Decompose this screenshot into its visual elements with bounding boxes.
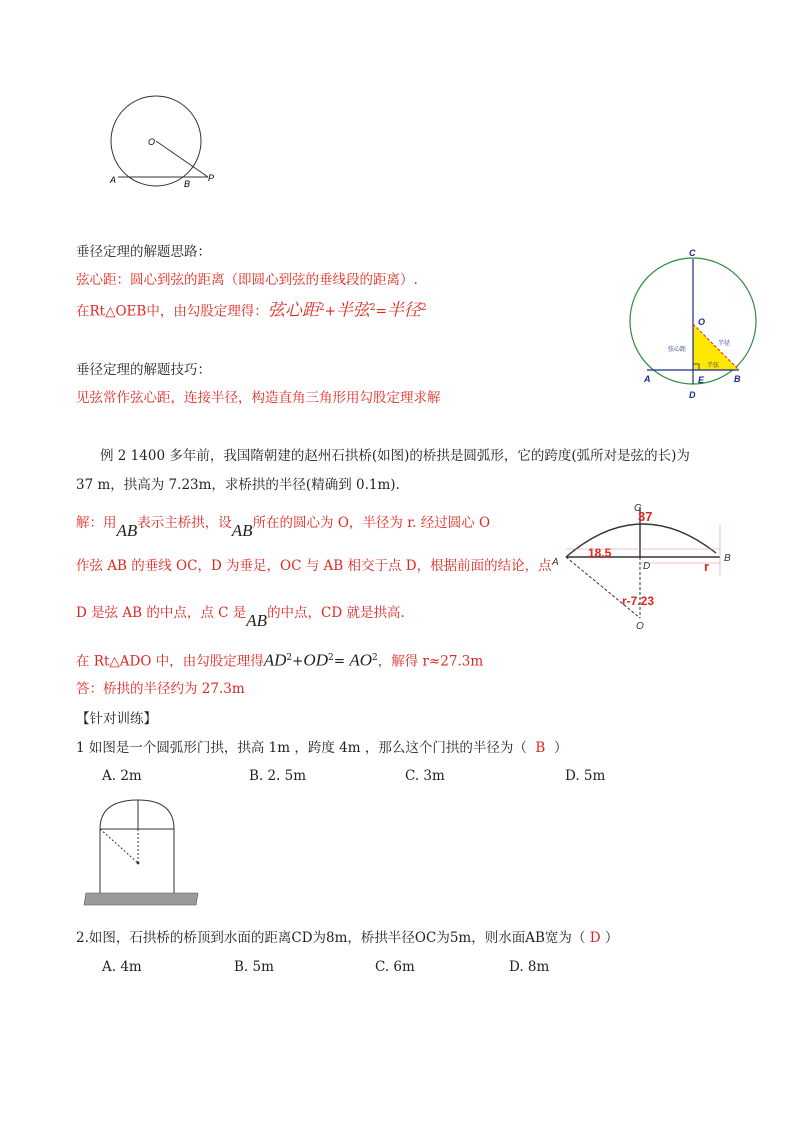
q1-option-a: A. 2m (102, 768, 142, 784)
solution-line1 (76, 513, 491, 540)
question-1 (76, 739, 567, 757)
question-2 (76, 929, 618, 947)
fig2-label-a: A (644, 374, 651, 384)
eq-ad: AD (263, 650, 287, 670)
q1-option-b: B. 2. 5m (249, 768, 307, 784)
practice-heading: 【针对训练】 (76, 711, 157, 727)
formula-plus: + (324, 303, 336, 320)
q2-option-a: A. 4m (102, 959, 142, 975)
question-1-text: 1 如图是一个圆弧形门拱，拱高 1m ，跨度 4m ，那么这个门拱的半径为（ (76, 740, 527, 756)
formula-half-chord: 半弦 (335, 300, 370, 320)
solution-line2: 作弦 AB 的垂线 OC，D 为垂足，OC 与 AB 相交于点 D，根据前面的结论，点 (76, 558, 552, 574)
fig2-label-d: D (689, 390, 696, 400)
solution-line1-a: 解：用 (76, 515, 117, 531)
fig3-half-label: 18.5 (588, 546, 612, 560)
eq-ao: AO (349, 650, 372, 670)
q2-option-c: C. 6m (375, 959, 415, 975)
thinking-line2-prefix: 在Rt△OEB中，由勾股定理得： (76, 303, 268, 320)
fig3-label-c: C (634, 503, 642, 514)
fig3-label-d: D (643, 561, 651, 572)
fig2-label-b: B (734, 374, 741, 384)
fig1-label-p: P (208, 173, 215, 183)
answer-line: 答：桥拱的半径约为 27.3m (76, 681, 245, 697)
example2-line1: 例 2 1400 多年前，我国隋朝建的赵州石拱桥(如图)的桥拱是圆弧形，它的跨度(弧所对是弦的长)为 (100, 448, 690, 464)
question-1-close: ） (553, 740, 568, 756)
solution-line1-c: 所在的圆心为 O，半径为 r. 经过圆心 O (252, 515, 491, 531)
question-1-answer: B (535, 740, 546, 756)
fig2-label-o: O (698, 317, 706, 327)
formula-exp-1: 2 (318, 303, 325, 313)
thinking-heading: 垂径定理的解题思路： (76, 244, 211, 260)
fig3-label-b: B (724, 553, 731, 564)
solution-line3-b: 的中点，CD 就是拱高. (267, 605, 405, 621)
fig3-r-minus-label: r-7.23 (622, 594, 655, 608)
fig2-half-chord-label: 半弦 (707, 363, 720, 369)
fig1-label-b: B (184, 179, 191, 189)
formula-exp-2: 2 (369, 303, 376, 313)
fig2-label-c: C (689, 248, 696, 258)
fig3-label-a: A (552, 557, 559, 568)
fig2-radius-label: 半径 (718, 341, 731, 347)
arc-ab-1: AB (116, 521, 138, 540)
fig2-label-e: E (698, 375, 705, 385)
formula-exp-3: 2 (420, 303, 427, 313)
q2-option-b: B. 5m (234, 959, 274, 975)
q1-option-d: D. 5m (565, 768, 606, 784)
eq-plus: + (292, 653, 304, 670)
fig3-span-label: 37 (638, 509, 653, 524)
tips-heading: 垂径定理的解题技巧： (76, 362, 211, 378)
formula-equals: = (375, 303, 387, 320)
arc-ab-2: AB (231, 521, 253, 540)
fig1-label-a: A (110, 175, 117, 185)
figure-circle-secant (100, 95, 230, 195)
arc-ab-3: AB (246, 611, 268, 630)
solution-line3-a: D 是弦 AB 的中点，点 C 是 (76, 605, 247, 621)
thinking-line2 (76, 299, 427, 321)
solution-line4-suffix: ，解得 r≈27.3m (377, 653, 484, 670)
question-2-close: ） (604, 930, 619, 946)
q2-option-d: D. 8m (509, 959, 550, 975)
fig1-label-o: O (148, 137, 156, 147)
formula-chord-distance: 弦心距 (267, 300, 319, 320)
solution-line4-prefix: 在 Rt△ADO 中，由勾股定理得 (76, 653, 264, 670)
fig3-label-o: O (636, 621, 644, 632)
fig3-r-label: r (704, 559, 710, 574)
question-2-text: 2.如图，石拱桥的桥顶到水面的距离CD为8m，桥拱半径OC为5m，则水面AB宽为（ (76, 930, 586, 946)
question-2-answer: D (589, 930, 601, 946)
fig2-chord-distance-label: 弦心距 (668, 347, 687, 353)
formula-radius: 半径 (386, 300, 421, 320)
solution-line3 (76, 603, 405, 630)
solution-line1-b: 表示主桥拱，设 (137, 515, 232, 531)
figure-door-arch (82, 795, 202, 910)
eq-equals: = (333, 653, 346, 670)
q1-option-c: C. 3m (405, 768, 445, 784)
tips-line1: 见弦常作弦心距，连接半径，构造直角三角形用勾股定理求解 (76, 390, 441, 406)
thinking-line1: 弦心距：圆心到弦的距离（即圆心到弦的垂线段的距离）. (76, 272, 418, 288)
eq-od: OD (303, 650, 328, 670)
solution-line4: 在 Rt△ADO 中，由勾股定理得$AD^2+OD^2= AO^2$，解得 r≈27.3m (76, 650, 484, 670)
figure-bridge-arch (548, 495, 748, 635)
figure-perpendicular-bisector (622, 245, 762, 405)
example2-line2: 37 m，拱高为 7.23m，求桥拱的半径(精确到 0.1m). (76, 477, 400, 493)
